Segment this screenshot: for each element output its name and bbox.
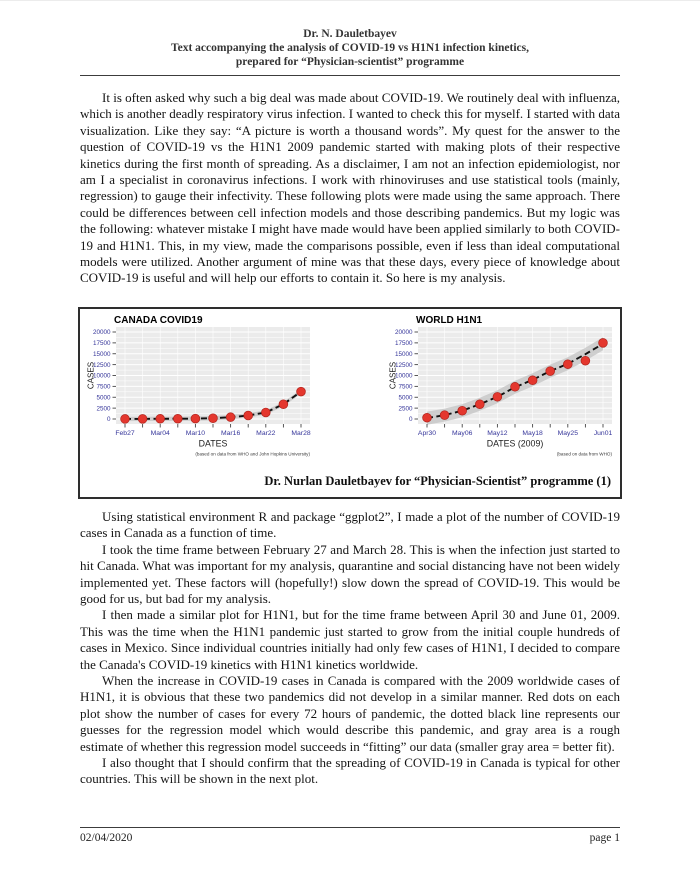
footer-page-number: page 1 bbox=[589, 832, 620, 844]
data-point bbox=[563, 360, 572, 369]
data-point bbox=[458, 406, 467, 415]
svg-text:5000: 5000 bbox=[398, 394, 413, 402]
svg-text:May12: May12 bbox=[487, 429, 508, 437]
svg-text:0: 0 bbox=[408, 416, 413, 424]
svg-text:12500: 12500 bbox=[394, 361, 413, 369]
svg-text:Mar10: Mar10 bbox=[185, 429, 206, 437]
data-point bbox=[209, 414, 218, 423]
y-axis-title: CASES bbox=[388, 361, 398, 389]
header-author: Dr. N. Dauletbayev bbox=[303, 28, 397, 40]
svg-text:Mar04: Mar04 bbox=[150, 429, 170, 437]
header-title-line1: Text accompanying the analysis of COVID-19 vs H1N1 infection kinetics, bbox=[171, 42, 529, 54]
data-point bbox=[440, 411, 449, 420]
page-content bbox=[80, 27, 620, 788]
svg-text:Apr30: Apr30 bbox=[417, 429, 437, 437]
data-point bbox=[261, 408, 270, 417]
paragraph-timeframe-h1n1: I then made a similar plot for H1N1, but for the time frame between April 30 and June 01, 2009. This was the time when the H1N1 pandemic just started to grow from the initial couple hundreds of cases in Mexico. Since individual countries initially had only few cases of H1N1, I decided to compare the Canada's COVID-19 kinetics with H1N1 kinetics worldwide. bbox=[80, 607, 620, 672]
data-point bbox=[226, 413, 235, 422]
document-header bbox=[80, 27, 620, 69]
svg-text:7500: 7500 bbox=[96, 383, 111, 391]
data-point bbox=[423, 413, 432, 422]
svg-text:May06: May06 bbox=[451, 429, 473, 437]
data-point bbox=[297, 387, 306, 396]
paragraph-comparison: When the increase in COVID-19 cases in Canada is compared with the 2009 worldwide cases of H1N1, it is obvious that these two pandemics did not develop in a similar manner. Red dots on each plot show the number of cases for every 72 hours of pandemic, the dotted black line represents our guesses for the regression model which would describe this pandemic, and gray area is a rough estimate of whether this regression model succeeds in “fitting” our data (smaller gray area = better fit). bbox=[80, 672, 620, 754]
paragraph-timeframe-covid: I took the time frame between February 27 and March 28. This is when the infection just started to hit Canada. What was important for my analysis, quarantine and social distancing have not been widely implemented yet. These factors will (hopefully!) slow down the spread of COVID-19. This would be good for us, but bad for my analysis. bbox=[80, 541, 620, 606]
header-title-line2: prepared for “Physician-scientist” programme bbox=[235, 56, 465, 68]
chart-canada-covid19 bbox=[86, 314, 316, 464]
chart-svg bbox=[388, 314, 618, 464]
data-point bbox=[493, 392, 502, 401]
header-rule bbox=[80, 75, 620, 76]
data-point bbox=[528, 376, 537, 385]
svg-text:Mar22: Mar22 bbox=[256, 429, 276, 437]
data-point bbox=[244, 411, 253, 420]
y-axis-title: CASES bbox=[86, 361, 96, 389]
data-point bbox=[138, 414, 147, 423]
svg-text:15000: 15000 bbox=[394, 350, 413, 358]
data-point bbox=[156, 414, 165, 423]
data-point bbox=[581, 356, 590, 365]
paragraph-ggplot: Using statistical environment R and package “ggplot2”, I made a plot of the number of COVID-19 cases in Canada as a function of time. bbox=[80, 508, 620, 541]
data-point bbox=[173, 414, 182, 423]
svg-text:May18: May18 bbox=[522, 429, 543, 437]
svg-text:0: 0 bbox=[106, 416, 111, 424]
chart-svg bbox=[86, 314, 316, 464]
data-point bbox=[121, 414, 130, 423]
document-footer bbox=[80, 827, 620, 844]
chart-title: CANADA COVID19 bbox=[114, 314, 203, 326]
data-point bbox=[511, 382, 520, 391]
x-axis-title: DATES (2009) bbox=[486, 438, 544, 449]
paragraph-intro: It is often asked why such a big deal was made about COVID-19. We routinely deal with influenza, which is another deadly respiratory virus infection. I wanted to check this for myself. I started with data visualization. Like they say: “A picture is worth a thousand words”. My quest for the answer to the question of COVID-19 vs the H1N1 2009 pandemic started with making plots of their respective kinetics during the first month of spreading. As a disclaimer, I am not an infection epidemiologist, nor am I a specialist in coronavirus infections. I work with rhinoviruses and use statistical tools (mainly, regression) to gauge their infectivity. These following plots were made using the same approach. There could be differences between cell infection models and those describing pandemics. But my logic was the following: whatever mistake I might have made would have been applied similarly to both COVID-19 and H1N1. This, in my view, made the comparisons possible, even if less than ideal computational models were utilized. Another argument of mine was that these days, every piece of knowledge about COVID-19 is useful and will help our efforts to contain it. So here is my analysis. bbox=[80, 90, 620, 286]
svg-text:2500: 2500 bbox=[96, 405, 111, 413]
svg-text:Feb27: Feb27 bbox=[115, 429, 135, 437]
svg-text:20000: 20000 bbox=[394, 329, 413, 337]
svg-text:20000: 20000 bbox=[92, 329, 111, 337]
x-axis-title: DATES bbox=[198, 438, 228, 449]
source-note: (based on data from WHO) bbox=[556, 451, 612, 457]
svg-text:10000: 10000 bbox=[92, 372, 111, 380]
svg-text:May25: May25 bbox=[557, 429, 579, 437]
svg-text:10000: 10000 bbox=[394, 372, 413, 380]
paragraph-next-plot: I also thought that I should confirm that the spreading of COVID-19 in Canada is typical for other countries. This will be shown in the next plot. bbox=[80, 754, 620, 787]
svg-text:2500: 2500 bbox=[398, 405, 413, 413]
footer-date: 02/04/2020 bbox=[80, 832, 133, 844]
document-body bbox=[80, 90, 620, 788]
data-point bbox=[191, 414, 200, 423]
svg-text:17500: 17500 bbox=[92, 339, 111, 347]
figure-box bbox=[78, 307, 622, 499]
svg-text:5000: 5000 bbox=[96, 394, 111, 402]
data-point bbox=[599, 338, 608, 347]
figure-caption: Dr. Nurlan Dauletbayev for “Physician-Scientist” programme (1) bbox=[264, 474, 611, 489]
svg-text:15000: 15000 bbox=[92, 350, 111, 358]
figure-charts bbox=[80, 309, 620, 464]
chart-title: WORLD H1N1 bbox=[416, 314, 483, 326]
data-point bbox=[546, 367, 555, 376]
svg-text:7500: 7500 bbox=[398, 383, 413, 391]
data-point bbox=[279, 400, 288, 409]
svg-text:Mar16: Mar16 bbox=[220, 429, 241, 437]
svg-text:12500: 12500 bbox=[92, 361, 111, 369]
data-point bbox=[475, 400, 484, 409]
svg-text:Mar28: Mar28 bbox=[291, 429, 311, 437]
svg-text:17500: 17500 bbox=[394, 339, 413, 347]
source-note: (based on data from WHO and John Hopkins University) bbox=[195, 451, 310, 457]
svg-text:Jun01: Jun01 bbox=[593, 429, 613, 437]
chart-world-h1n1 bbox=[388, 314, 618, 464]
